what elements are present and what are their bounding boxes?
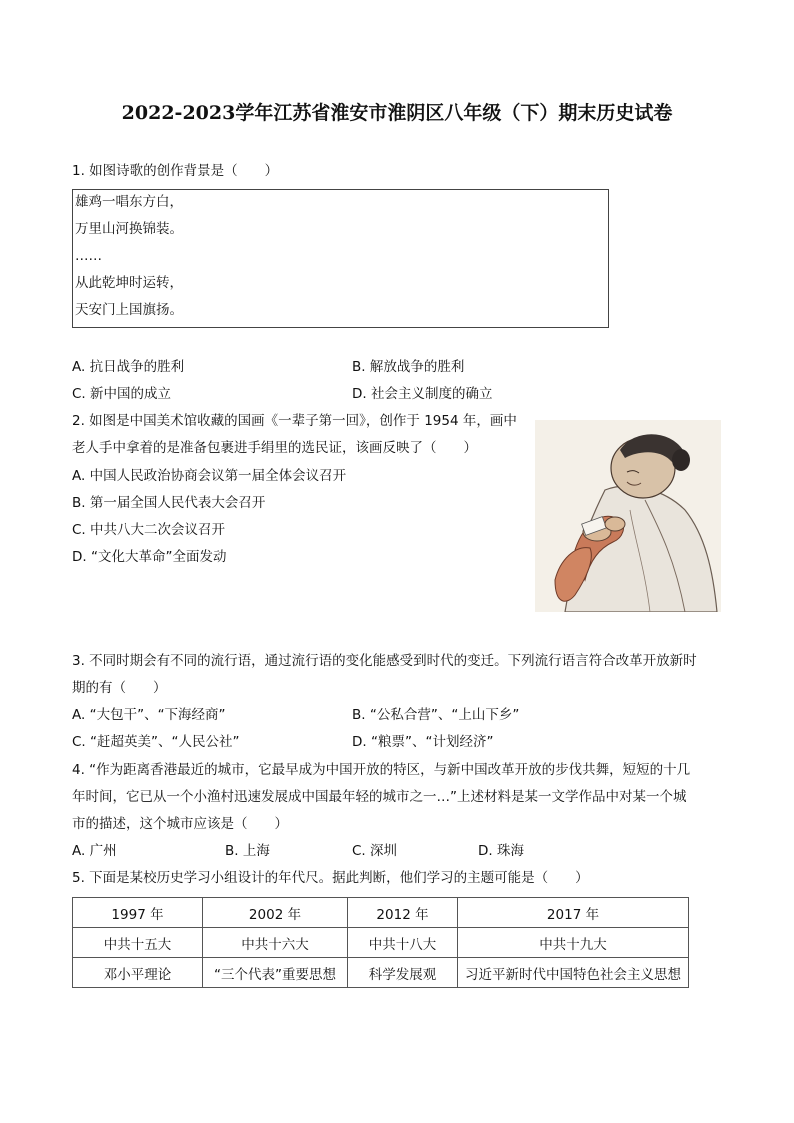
table-cell: “三个代表”重要思想 bbox=[203, 958, 348, 988]
table-cell: 1997 年 bbox=[73, 898, 203, 928]
q2-stem-line2: 老人手中拿着的是准备包裹进手绢里的选民证，该画反映了（ ） bbox=[72, 440, 477, 456]
q2-option-a[interactable]: A. 中国人民政治协商会议第一届全体会议召开 bbox=[72, 468, 347, 484]
poem-line: 雄鸡一唱东方白， bbox=[75, 194, 183, 210]
table-cell: 中共十八大 bbox=[348, 928, 458, 958]
q4-option-a[interactable]: A. 广州 bbox=[72, 843, 117, 859]
era-timeline-table bbox=[72, 897, 689, 988]
q3-option-b[interactable]: B. “公私合营”、“上山下乡” bbox=[352, 707, 520, 723]
table-cell: 中共十五大 bbox=[73, 928, 203, 958]
elderly-woman-painting-image bbox=[535, 420, 721, 612]
q4-stem-line3: 市的描述，这个城市应该是（ ） bbox=[72, 816, 288, 832]
table-cell: 邓小平理论 bbox=[73, 958, 203, 988]
q4-option-b[interactable]: B. 上海 bbox=[225, 843, 270, 859]
q2-option-b[interactable]: B. 第一届全国人民代表大会召开 bbox=[72, 495, 266, 511]
poem-line: …… bbox=[75, 248, 102, 264]
table-cell: 2012 年 bbox=[348, 898, 458, 928]
table-row bbox=[73, 958, 689, 988]
table-cell: 习近平新时代中国特色社会主义思想 bbox=[458, 958, 689, 988]
q3-stem-line1: 3. 不同时期会有不同的流行语，通过流行语的变化能感受到时代的变迁。下列流行语言符合改革开放新时 bbox=[72, 653, 697, 669]
table-row bbox=[73, 928, 689, 958]
q4-stem-line2: 年时间，它已从一个小渔村迅速发展成中国最年轻的城市之一…”上述材料是某一文学作品中对某一个城 bbox=[72, 789, 687, 805]
table-row bbox=[73, 898, 689, 928]
q1-option-a[interactable]: A. 抗日战争的胜利 bbox=[72, 359, 185, 375]
q2-option-c[interactable]: C. 中共八大二次会议召开 bbox=[72, 522, 226, 538]
q4-option-d[interactable]: D. 珠海 bbox=[478, 843, 524, 859]
table-cell: 2017 年 bbox=[458, 898, 689, 928]
q2-stem-line1: 2. 如图是中国美术馆收藏的国画《一辈子第一回》，创作于 1954 年，画中 bbox=[72, 413, 517, 429]
q1-option-d[interactable]: D. 社会主义制度的确立 bbox=[352, 386, 493, 402]
q5-stem: 5. 下面是某校历史学习小组设计的年代尺。据此判断，他们学习的主题可能是（ ） bbox=[72, 870, 589, 886]
q4-stem-line1: 4. “作为距离香港最近的城市，它最早成为中国开放的特区，与新中国改革开放的步伐共舞，短短的十几 bbox=[72, 762, 691, 778]
poem-line: 天安门上国旗扬。 bbox=[75, 302, 183, 318]
painting-figure bbox=[535, 420, 721, 612]
table-cell: 中共十九大 bbox=[458, 928, 689, 958]
q1-option-c[interactable]: C. 新中国的成立 bbox=[72, 386, 172, 402]
poem-line: 从此乾坤时运转， bbox=[75, 275, 183, 291]
table-cell: 科学发展观 bbox=[348, 958, 458, 988]
q2-option-d[interactable]: D. “文化大革命”全面发动 bbox=[72, 549, 227, 565]
q3-option-a[interactable]: A. “大包干”、“下海经商” bbox=[72, 707, 226, 723]
q1-stem: 1. 如图诗歌的创作背景是（ ） bbox=[72, 163, 279, 179]
poem-line: 万里山河换锦装。 bbox=[75, 221, 183, 237]
exam-title: 2022-2023学年江苏省淮安市淮阴区八年级（下）期末历史试卷 bbox=[121, 102, 673, 124]
q3-stem-line2: 期的有（ ） bbox=[72, 680, 167, 696]
q3-option-d[interactable]: D. “粮票”、“计划经济” bbox=[352, 734, 494, 750]
q1-poem-box bbox=[72, 189, 609, 328]
q4-option-c[interactable]: C. 深圳 bbox=[352, 843, 398, 859]
table-cell: 中共十六大 bbox=[203, 928, 348, 958]
q1-option-b[interactable]: B. 解放战争的胜利 bbox=[352, 359, 465, 375]
table-cell: 2002 年 bbox=[203, 898, 348, 928]
q3-option-c[interactable]: C. “赶超英美”、“人民公社” bbox=[72, 734, 240, 750]
